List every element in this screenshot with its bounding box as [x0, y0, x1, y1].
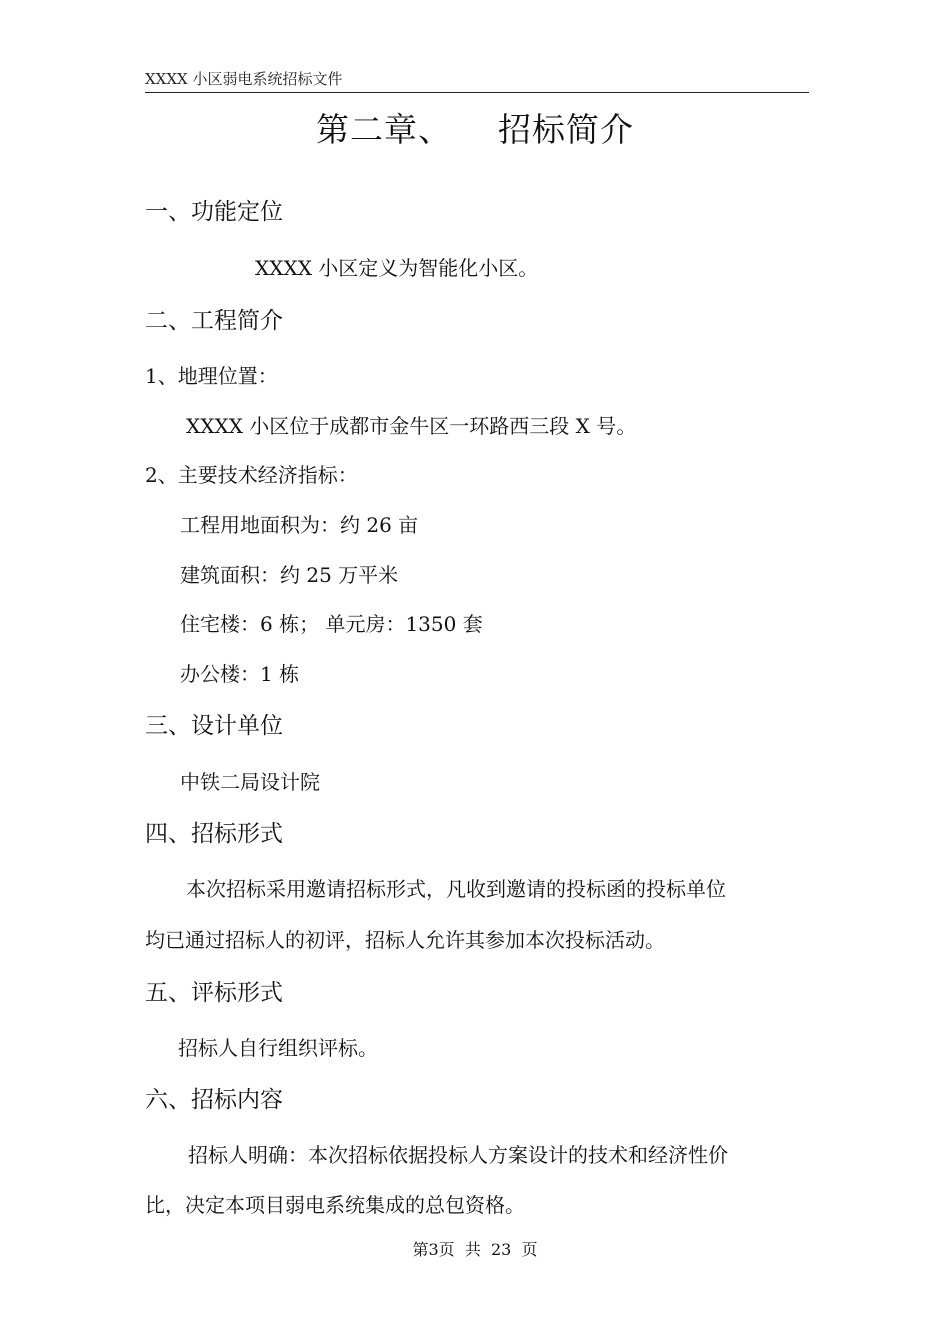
location-text: XXXX 小区位于成都市金牛区一环路西三段 X 号。	[186, 414, 637, 438]
section-heading-bid-form: 四、招标形式	[145, 821, 283, 847]
section-heading-evaluation: 五、评标形式	[145, 980, 283, 1006]
section-heading-project: 二、工程简介	[145, 308, 283, 334]
bid-form-line1: 本次招标采用邀请招标形式，凡收到邀请的投标函的投标单位	[186, 877, 726, 901]
indicators-label: 2、主要技术经济指标：	[145, 463, 358, 487]
indicator-office: 办公楼：1 栋	[180, 662, 300, 686]
design-unit-text: 中铁二局设计院	[180, 770, 320, 794]
page-footer: 第3页 共 23 页	[412, 1240, 538, 1259]
location-label: 1、地理位置：	[145, 364, 278, 388]
section-heading-content: 六、招标内容	[145, 1087, 283, 1113]
section-heading-design-unit: 三、设计单位	[145, 713, 283, 739]
section-heading-function: 一、功能定位	[145, 199, 283, 225]
indicator-land-area: 工程用地面积为：约 26 亩	[180, 513, 419, 537]
running-header: XXXX 小区弱电系统招标文件	[145, 66, 809, 93]
indicator-building-area: 建筑面积：约 25 万平米	[180, 563, 399, 587]
function-text: XXXX 小区定义为智能化小区。	[255, 256, 539, 280]
bid-form-line2: 均已通过招标人的初评，招标人允许其参加本次投标活动。	[145, 928, 665, 952]
content-line2: 比，决定本项目弱电系统集成的总包资格。	[145, 1193, 525, 1217]
indicator-residential: 住宅楼：6 栋； 单元房：1350 套	[180, 612, 483, 636]
evaluation-text: 招标人自行组织评标。	[178, 1036, 378, 1060]
chapter-title: 第二章、 招标简介	[316, 110, 634, 149]
content-line1: 招标人明确：本次招标依据投标人方案设计的技术和经济性价	[188, 1143, 728, 1167]
